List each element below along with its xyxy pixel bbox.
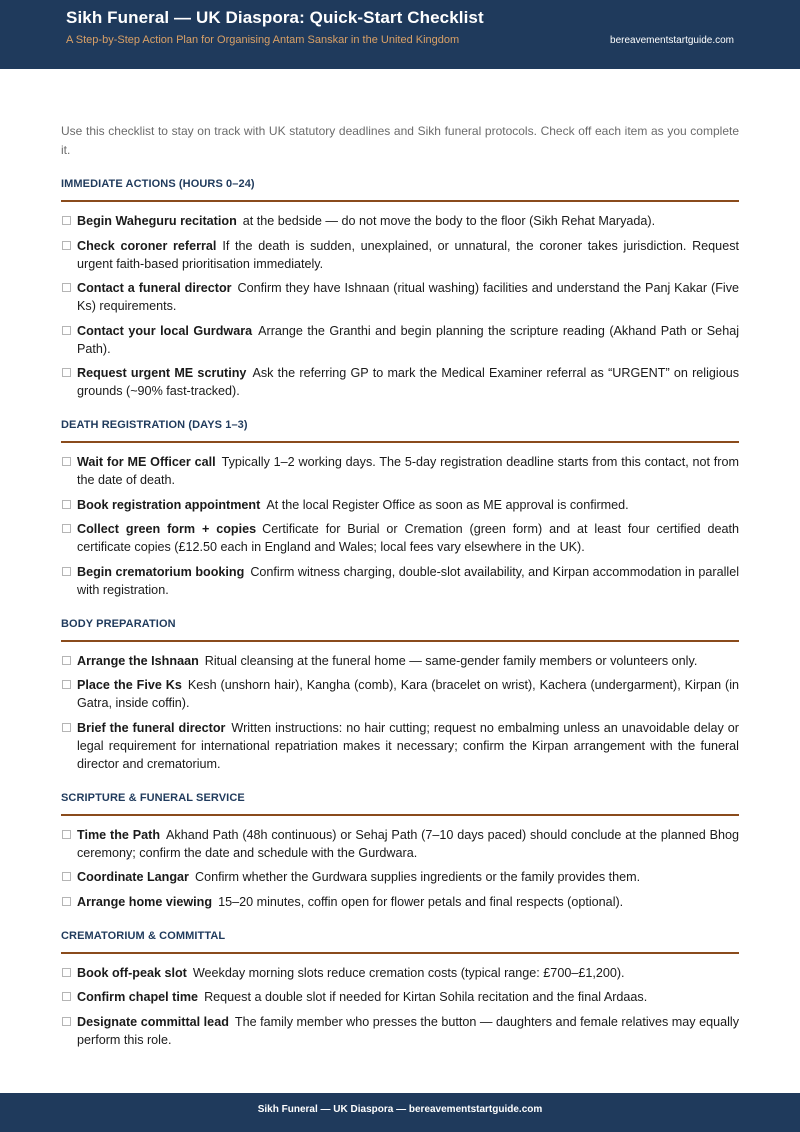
- checklist-item-text: at the bedside — do not move the body to the floor (Sikh Rehat Maryada).: [242, 214, 656, 228]
- checkbox-icon[interactable]: [62, 1017, 71, 1026]
- checklist-item: [61, 1013, 739, 1049]
- checklist-item: [61, 364, 739, 400]
- checkbox-icon[interactable]: [62, 897, 71, 906]
- checklist-item-label: Coordinate Langar: [77, 870, 189, 884]
- checklist-items: [61, 212, 739, 400]
- checklist-item: [61, 322, 739, 358]
- checklist-items: [61, 652, 739, 773]
- checklist-item-label: Time the Path: [77, 827, 161, 842]
- checklist-item-text: Akhand Path (48h continuous) or Sehaj Path (7–10 days paced) should conclude at the planned Bhog ceremony; confirm the date and schedule with the Gurdwara.: [77, 827, 739, 860]
- checklist-item: [61, 563, 739, 599]
- checkbox-icon[interactable]: [62, 283, 71, 292]
- checklist-item: [61, 868, 739, 886]
- checklist-item-label: Begin crematorium booking: [77, 564, 245, 579]
- section-title: CREMATORIUM & COMMITTAL: [61, 930, 739, 954]
- checklist-item: [61, 676, 739, 712]
- checklist-item-label: Check coroner referral: [77, 238, 217, 253]
- checklist-item-label: Book registration appointment: [77, 497, 261, 512]
- checklist-item: [61, 520, 739, 556]
- checklist-item-text: Ask the referring GP to mark the Medical Examiner referral as “URGENT” on religious grounds (~90% fast-tracked).: [77, 366, 740, 398]
- checklist-item: [61, 893, 739, 911]
- checklist-item-label: Brief the funeral director: [77, 720, 226, 735]
- checklist-item: [61, 964, 739, 982]
- section-title: DEATH REGISTRATION (DAYS 1–3): [61, 419, 739, 443]
- checkbox-icon[interactable]: [62, 992, 71, 1001]
- checklist-item-text: Confirm they have Ishnaan (ritual washing) facilities and understand the Panj Kakar (Five Ks) requirements.: [77, 281, 739, 313]
- checklist-item-label: Contact your local Gurdwara: [77, 323, 253, 338]
- checklist-item: [61, 453, 739, 489]
- page-subtitle: A Step-by-Step Action Plan for Organising Antam Sanskar in the United Kingdom: [66, 34, 460, 46]
- checklist-item-text: Confirm witness charging, double-slot availability, and Kirpan accommodation in parallel with registration.: [77, 564, 739, 597]
- checklist-item-text: Certificate for Burial or Cremation (green form) and at least four certified death certificate copies (£12.50 each in England and Wales; local fees vary elsewhere in the UK).: [77, 522, 740, 554]
- checklist-item-label: Place the Five Ks: [77, 678, 182, 692]
- checkbox-icon[interactable]: [62, 680, 71, 689]
- checklist-item-text: If the death is sudden, unexplained, or unnatural, the coroner takes jurisdiction. Request urgent faith-based prioritisation immediately.: [77, 238, 739, 271]
- checklist-item: [61, 719, 739, 773]
- checkbox-icon[interactable]: [62, 500, 71, 509]
- checkbox-icon[interactable]: [62, 368, 71, 377]
- checklist-items: [61, 964, 739, 1049]
- checkbox-icon[interactable]: [62, 656, 71, 665]
- checklist-item-label: Designate committal lead: [77, 1014, 229, 1029]
- page-header: [0, 0, 800, 69]
- section-title: IMMEDIATE ACTIONS (HOURS 0–24): [61, 178, 739, 202]
- checklist-item-label: Contact a funeral director: [77, 281, 232, 295]
- checklist-item-label: Confirm chapel time: [77, 990, 199, 1004]
- checklist-item-label: Begin Waheguru recitation: [77, 214, 237, 228]
- checkbox-icon[interactable]: [62, 216, 71, 225]
- page-title: Sikh Funeral — UK Diaspora: Quick-Start Checklist: [66, 8, 484, 27]
- checklist-item-text: Arrange the Granthi and begin planning the scripture reading (Akhand Path or Sehaj Path).: [77, 323, 739, 356]
- checklist-item: [61, 212, 739, 230]
- checklist-item-text: Typically 1–2 working days. The 5-day registration deadline starts from this contact, not from the date of death.: [77, 455, 739, 487]
- checklist-item-label: Arrange the Ishnaan: [77, 653, 199, 668]
- checklist-content: [61, 122, 739, 1068]
- checklist-item-text: Written instructions: no hair cutting; request no embalming unless an unavoidable delay or legal requirement for international repatriation makes it necessary; confirm the Kirpan arrangement with the funeral director and crematorium.: [77, 720, 739, 771]
- checklist-items: [61, 826, 739, 911]
- checklist-item-text: Ritual cleansing at the funeral home — same-gender family members or volunteers only.: [204, 653, 698, 668]
- checkbox-icon[interactable]: [62, 872, 71, 881]
- checklist-item-text: 15–20 minutes, coffin open for flower petals and final respects (optional).: [218, 894, 624, 909]
- checklist-items: [61, 453, 739, 599]
- section-title: BODY PREPARATION: [61, 618, 739, 642]
- checklist-item: [61, 496, 739, 514]
- checklist-item-label: Collect green form + copies: [77, 522, 257, 536]
- checkbox-icon[interactable]: [62, 968, 71, 977]
- checklist-item: [61, 988, 739, 1006]
- header-site-link: bereavementstartguide.com: [610, 35, 734, 46]
- checkbox-icon[interactable]: [62, 830, 71, 839]
- checklist-item-text: Request a double slot if needed for Kirtan Sohila recitation and the final Ardaas.: [204, 990, 648, 1004]
- checkbox-icon[interactable]: [62, 524, 71, 533]
- checklist-item: [61, 652, 739, 670]
- checklist-item: [61, 237, 739, 273]
- checkbox-icon[interactable]: [62, 457, 71, 466]
- checklist-item-label: Request urgent ME scrutiny: [77, 366, 247, 380]
- checklist-item-text: Kesh (unshorn hair), Kangha (comb), Kara (bracelet on wrist), Kachera (undergarment), Kirpan (in Gatra, inside coffin).: [77, 678, 739, 710]
- checklist-item: [61, 279, 739, 315]
- checkbox-icon[interactable]: [62, 241, 71, 250]
- checklist-item-label: Wait for ME Officer call: [77, 455, 216, 469]
- checkbox-icon[interactable]: [62, 723, 71, 732]
- checkbox-icon[interactable]: [62, 567, 71, 576]
- checklist-item-text: At the local Register Office as soon as ME approval is confirmed.: [266, 497, 629, 512]
- checkbox-icon[interactable]: [62, 326, 71, 335]
- checklist-item-label: Arrange home viewing: [77, 894, 213, 909]
- checklist-item-text: Confirm whether the Gurdwara supplies ingredients or the family provides them.: [194, 870, 641, 884]
- checklist-item-text: Weekday morning slots reduce cremation costs (typical range: £700–£1,200).: [192, 965, 625, 980]
- intro-text: Use this checklist to stay on track with UK statutory deadlines and Sikh funeral protocols. Check off each item as you complete it.: [61, 124, 739, 157]
- checklist-item: [61, 826, 739, 862]
- checklist-sections: [61, 178, 739, 1049]
- checklist-item-text: The family member who presses the button — daughters and female relatives may equally perform this role.: [77, 1014, 739, 1047]
- page-footer: Sikh Funeral — UK Diaspora — bereavementstartguide.com: [0, 1093, 800, 1132]
- section-title: SCRIPTURE & FUNERAL SERVICE: [61, 792, 739, 816]
- checklist-item-label: Book off-peak slot: [77, 965, 187, 980]
